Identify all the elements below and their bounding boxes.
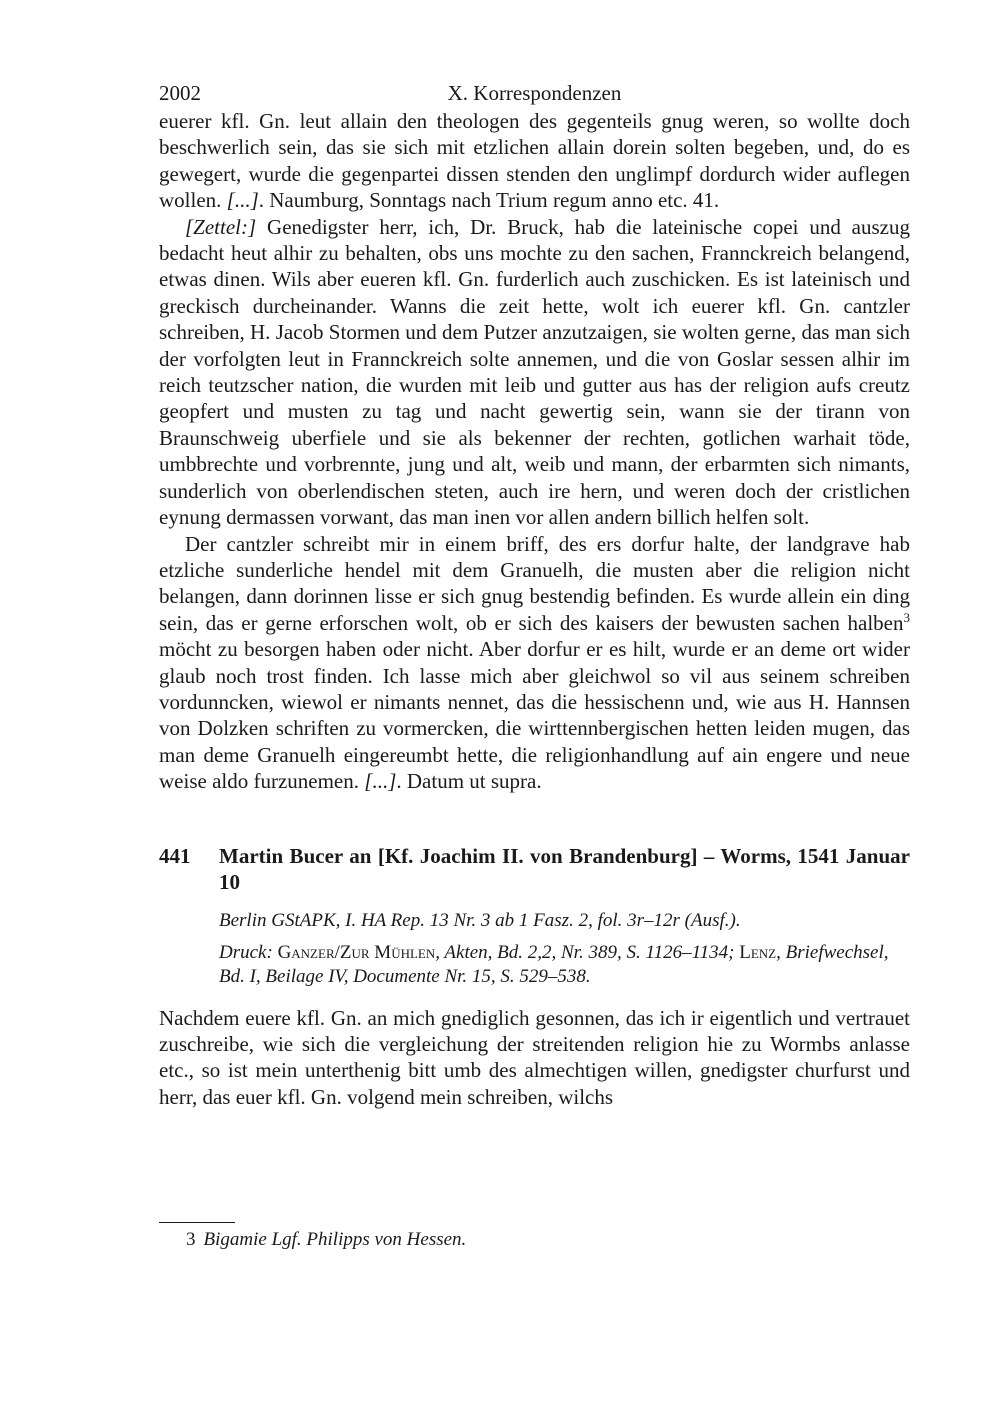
druck-text: , Briefwechsel, Bd. I, Beilage IV, Documente Nr. 15, S. 529–538. — [219, 941, 889, 987]
letter-title: Martin Bucer an [Kf. Joachim II. von Brandenburg] – Worms, 1541 Januar 10 — [219, 843, 910, 894]
paragraph-text: . Datum ut supra. — [396, 769, 542, 794]
paragraph-text: Der cantzler schreibt mir in einem briff, des ers dorfur halte, der landgrave hab etzliche sunderliche hendel mit dem Granuelh, die musten aber die religion nicht belangen, dann dorinnen lisse er sich gnug bestendig befinden. Es wurde allein ein ding sein, das er gerne erforschen wolt, ob er sich des kaisers der bewusten sachen halben — [159, 531, 910, 635]
footnote-number: 3 — [186, 1229, 196, 1250]
footnote-divider — [159, 1222, 235, 1223]
zettel-label: [Zettel:] — [185, 214, 257, 239]
paragraph-text: . Naumburg, Sonntags nach Trium regum anno etc. 41. — [258, 188, 720, 213]
letter-heading — [159, 843, 910, 895]
druck-author: Lenz — [739, 941, 777, 963]
archive-source: Berlin GStAPK, I. HA Rep. 13 Nr. 3 ab 1 Fasz. 2, fol. 3r–12r (Ausf.). — [219, 909, 741, 931]
running-title: X. Korrespondenzen — [447, 81, 622, 105]
omission-mark: [...] — [226, 188, 259, 213]
paragraph-text: Genedigster herr, ich, Dr. Bruck, hab die lateinische copei und auszug bedacht heut alhir zu behalten, obs uns mochte zu den sachen, Frannckreich belangend, etwas dinen. Wils aber eueren kfl. Gn. furderlich auch zuschicken. Es ist lateinisch und greckisch durcheinander. Wanns die zeit hette, wolt ich euerer kfl. Gn. cantzler schreiben, H. Jacob Stormen und dem Putzer anzutzaigen, sie wolten gerne, das man sich der vorfolgten leut in Frannckreich solte annemen, und die von Goslar sessen alhir im reich teutzscher nation, die wurden mit leib und gutter aus has der religion aufs creutz geopfert und musten zu tag und nacht gewertig sein, wann sie der tirann von Braunschweig uberfiele und sie als bekenner der rechten, gotlichen warhait töde, umbbrechte und vorbrennte, jung und alt, weib und mann, der erbarmten sich nimants, sunderlich von oberlendischen steten, auch ire hern, und weren doch der cristlichen eynung dermassen vorwant, das man inen vor allen andern billich helfen solt. — [159, 214, 910, 530]
paragraph-zettel — [159, 214, 910, 531]
footnote-text: Bigamie Lgf. Philipps von Hessen. — [203, 1229, 467, 1250]
letter-number: 441 — [159, 843, 191, 868]
source-block — [219, 909, 910, 989]
footnote-reference[interactable]: 3 — [903, 609, 910, 625]
druck-label: Druck: — [219, 941, 278, 963]
document-page — [159, 78, 910, 1110]
body-text — [159, 108, 910, 795]
paragraph-continuation — [159, 108, 910, 214]
paragraph-cantzler — [159, 531, 910, 795]
letter-section — [159, 843, 910, 1111]
letter-opening-paragraph: Nachdem euere kfl. Gn. an mich gnediglich gesonnen, das ich ir eigentlich und vertrauet zuschreibe, wie sich die vergleichung der streitenden religion hie zu Wormbs anlasse etc., so ist mein unterthenig bitt umb des almechtigen willen, gnedigster churfurst und herr, das euer kfl. Gn. volgend mein schreiben, wilchs — [159, 1005, 910, 1109]
druck-author: Ganzer/Zur Mühlen — [277, 941, 436, 963]
footnote — [186, 1228, 466, 1252]
print-reference — [219, 941, 910, 989]
omission-mark: [...] — [364, 769, 397, 794]
paragraph-text: euerer kfl. Gn. leut allain den theologen des gegenteils gnug weren, so wollte doch beschwerlich sein, das sie sich mit etzlichen allain dorein solten begeben, und, do es gewegert, wurde die gegenpartei dissen stenden den unglimpf dordurch wider auflegen wollen. — [159, 109, 910, 213]
paragraph-text: möcht zu besorgen haben oder nicht. Aber dorfur er es hilt, wurde er an deme ort wider glaub noch trost finden. Ich lasse mich aber gleichwol so vil aus seinem schreiben vordunncken, wiewol er nimants nennet, das die hessischenn und, wie aus H. Hannsen von Dolzken schriften zu vormercken, die wirttennbergischen hetten leiden mugen, das man deme Granuelh eingereumbt hette, die religionhandlung auf ain engere und neue weise aldo furzunemen. — [159, 637, 910, 794]
druck-text: , Akten, Bd. 2,2, Nr. 389, S. 1126–1134; — [435, 941, 740, 963]
letter-body — [159, 1005, 910, 1111]
running-head — [159, 78, 910, 108]
page-number: 2002 — [159, 81, 201, 105]
